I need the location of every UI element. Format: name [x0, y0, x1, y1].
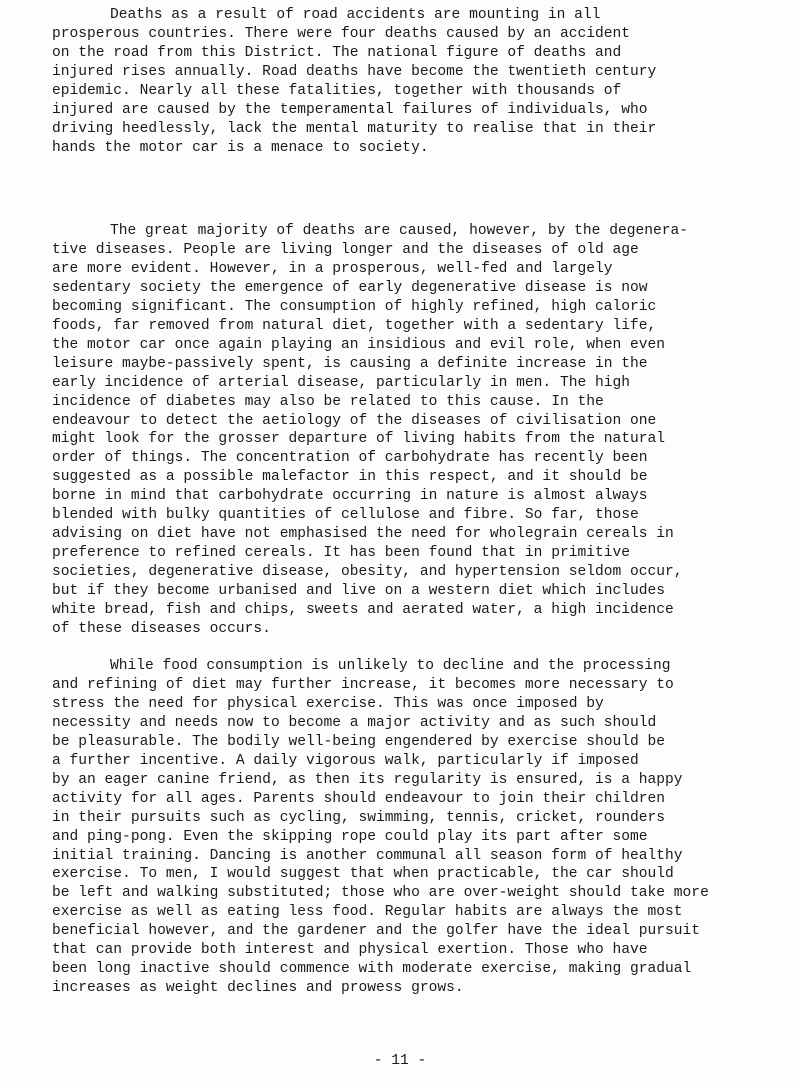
- text-line: necessity and needs now to become a major activity and as such should: [52, 714, 657, 731]
- text-line: leisure maybe-passively spent, is causing a definite increase in the: [52, 355, 648, 372]
- page-number: - 11 -: [373, 1053, 427, 1069]
- text-line: stress the need for physical exercise. This was once imposed by: [52, 695, 604, 712]
- text-line: in their pursuits such as cycling, swimming, tennis, cricket, rounders: [52, 809, 666, 826]
- text-line: are more evident. However, in a prosperous, well-fed and largely: [52, 260, 613, 277]
- text-line: increases as weight declines and prowess grows.: [52, 980, 464, 997]
- text-line: foods, far removed from natural diet, together with a sedentary life,: [52, 317, 657, 334]
- text-line: advising on diet have not emphasised the need for wholegrain cereals in: [52, 526, 674, 543]
- text-line: been long inactive should commence with moderate exercise, making gradual: [52, 961, 692, 978]
- text-line: exercise as well as eating less food. Regular habits are always the most: [52, 904, 683, 921]
- text-line: but if they become urbanised and live on a western diet which includes: [52, 583, 666, 600]
- text-line: Deaths as a result of road accidents are mounting in all: [110, 7, 601, 23]
- text-line: and ping-pong. Even the skipping rope could play its part after some: [52, 828, 648, 845]
- text-line: tive diseases. People are living longer and the diseases of old age: [52, 241, 639, 258]
- text-line: activity for all ages. Parents should endeavour to join their children: [52, 790, 666, 807]
- text-line: the motor car once again playing an insidious and evil role, when even: [52, 336, 666, 353]
- text-line: order of things. The concentration of carbohydrate has recently been: [52, 450, 648, 467]
- text-line: beneficial however, and the gardener and the golfer have the ideal pursuit: [52, 923, 701, 940]
- text-line: hands the motor car is a menace to society.: [52, 139, 429, 156]
- text-line: injured rises annually. Road deaths have become the twentieth century: [52, 63, 657, 80]
- text-line: might look for the grosser departure of living habits from the natural: [52, 431, 666, 448]
- text-line: exercise. To men, I would suggest that when practicable, the car should: [52, 866, 674, 883]
- text-line: be left and walking substituted; those who are over-weight should take more: [52, 885, 709, 902]
- text-line: suggested as a possible malefactor in this respect, and it should be: [52, 469, 648, 486]
- text-line: borne in mind that carbohydrate occurring in nature is almost always: [52, 488, 648, 505]
- text-line: blended with bulky quantities of cellulose and fibre. So far, those: [52, 507, 639, 524]
- text-line: of these diseases occurs.: [52, 621, 271, 638]
- text-line: that can provide both interest and physical exertion. Those who have: [52, 942, 648, 959]
- text-line: on the road from this District. The national figure of deaths and: [52, 44, 622, 61]
- text-line: sedentary society the emergence of early degenerative disease is now: [52, 279, 648, 296]
- text-line: driving heedlessly, lack the mental maturity to realise that in their: [52, 120, 657, 137]
- text-line: The great majority of deaths are caused, however, by the degenera-: [110, 223, 689, 239]
- paragraph-road-deaths: [52, 6, 770, 158]
- text-line: and refining of diet may further increase, it becomes more necessary to: [52, 676, 674, 693]
- text-line: societies, degenerative disease, obesity, and hypertension seldom occur,: [52, 564, 683, 581]
- text-line: initial training. Dancing is another communal all season form of healthy: [52, 847, 683, 864]
- paragraph-degenerative-diseases: [52, 222, 770, 639]
- text-line: injured are caused by the temperamental failures of individuals, who: [52, 101, 648, 118]
- text-line: white bread, fish and chips, sweets and aerated water, a high incidence: [52, 602, 674, 619]
- text-line: by an eager canine friend, as then its regularity is ensured, is a happy: [52, 771, 683, 788]
- text-line: be pleasurable. The bodily well-being engendered by exercise should be: [52, 733, 666, 750]
- text-line: a further incentive. A daily vigorous walk, particularly if imposed: [52, 752, 639, 769]
- text-line: While food consumption is unlikely to decline and the processing: [110, 658, 671, 674]
- paragraph-physical-exercise: [52, 657, 770, 998]
- text-line: incidence of diabetes may also be related to this cause. In the: [52, 393, 604, 410]
- text-line: preference to refined cereals. It has been found that in primitive: [52, 545, 631, 562]
- text-line: early incidence of arterial disease, particularly in men. The high: [52, 374, 631, 391]
- text-line: endeavour to detect the aetiology of the diseases of civilisation one: [52, 412, 657, 429]
- text-line: becoming significant. The consumption of highly refined, high caloric: [52, 298, 657, 315]
- text-line: prosperous countries. There were four deaths caused by an accident: [52, 25, 631, 42]
- text-line: epidemic. Nearly all these fatalities, together with thousands of: [52, 82, 622, 99]
